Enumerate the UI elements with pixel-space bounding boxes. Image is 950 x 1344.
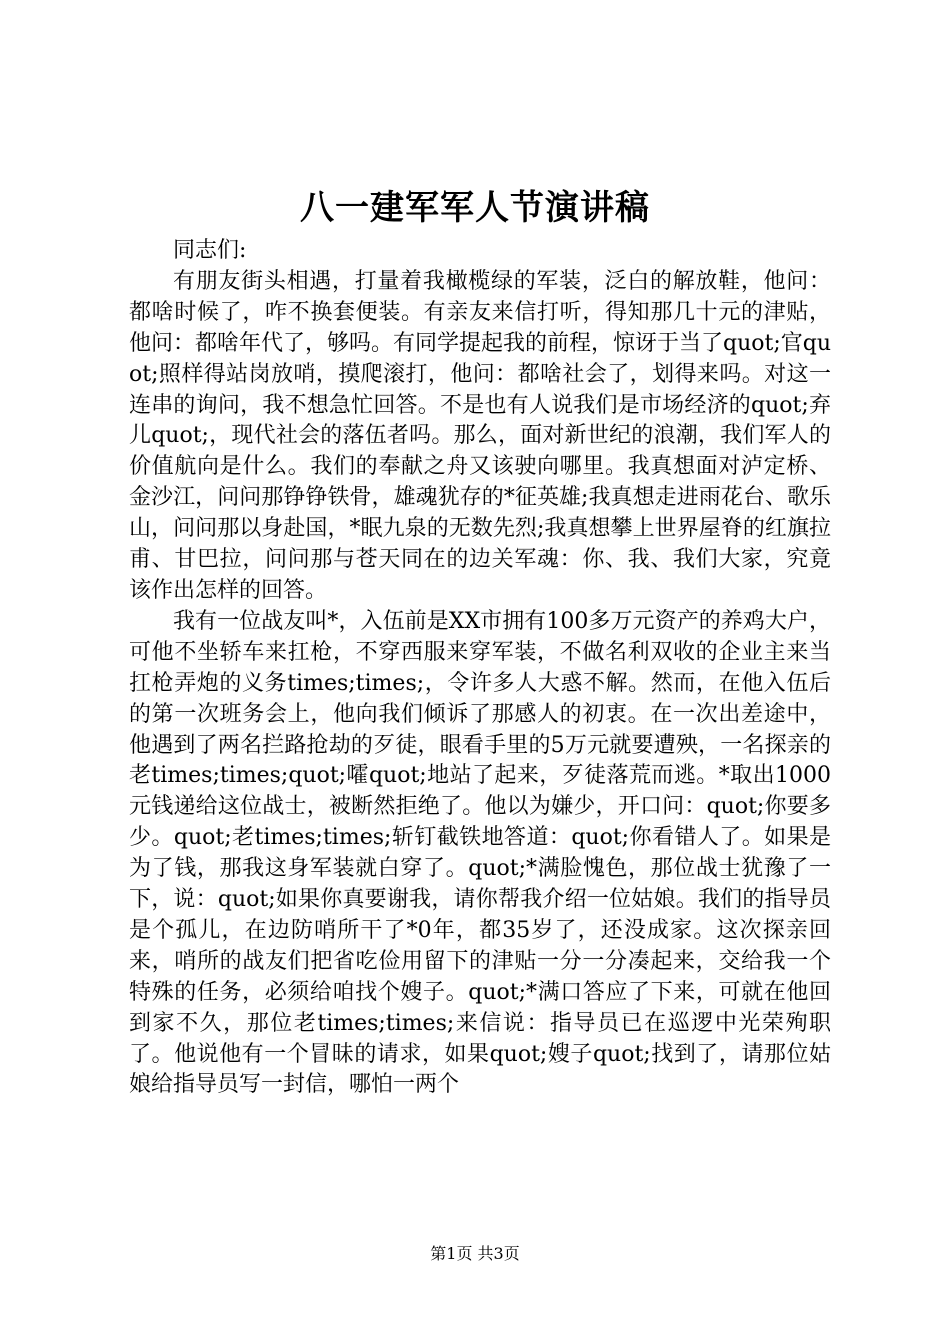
paragraph-1: 有朋友街头相遇，打量着我橄榄绿的军装，泛白的解放鞋，他问：都啥时候了，咋不换套便装。有亲友来信打听，得知那几十元的津贴，他问：都啥年代了，够吗。有同学提起我的前程，惊讶于当了quot;官quot;照样得站岗放哨，摸爬滚打，他问：都啥社会了，划得来吗。对这一连串的询问，我不想急忙回答。不是也有人说我们是市场经济的quot;弃儿quot;，现代社会的落伍者吗。那么，面对新世纪的浪潮，我们军人的价值航向是什么。我们的奉献之舟又该驶向哪里。我真想面对泸定桥、金沙江，问问那铮铮铁骨，雄魂犹存的*征英雄;我真想走进雨花台、歌乐山，问问那以身赴国，*眠九泉的无数先烈;我真想攀上世界屋脊的红旗拉甫、甘巴拉，问问那与苍天同在的边关军魂：你、我、我们大家，究竟该作出怎样的回答。 [129,268,832,603]
paragraph-2: 我有一位战友叫*，入伍前是XX市拥有100多万元资产的养鸡大户，可他不坐轿车来扛枪，不穿西服来穿军装，不做名利双收的企业主来当扛枪弄炮的义务times;times;，令许多人大惑不解。然而，在他入伍后的第一次班务会上，他向我们倾诉了那感人的初衷。在一次出差途中，他遇到了两名拦路抢劫的歹徒，眼看手里的5万元就要遭殃，一名探亲的老times;times;quot;嚯quot;地站了起来，歹徒落荒而逃。*取出1000元钱递给这位战士，被断然拒绝了。他以为嫌少，开口问：quot;你要多少。quot;老times;times;斩钉截铁地答道：quot;你看错人了。如果是为了钱，那我这身军装就白穿了。quot;*满脸愧色，那位战士犹豫了一下，说：quot;如果你真要谢我，请你帮我介绍一位姑娘。我们的指导员是个孤儿，在边防哨所干了*0年，都35岁了，还没成家。这次探亲回来，哨所的战友们把省吃俭用留下的津贴一分一分凑起来，交给我一个特殊的任务，必须给咱找个嫂子。quot;*满口答应了下来，可就在他回到家不久，那位老times;times;来信说：指导员已在巡逻中光荣殉职了。他说他有一个冒昧的请求，如果quot;嫂子quot;找到了，请那位姑娘给指导员写一封信，哪怕一两个 [129,608,831,1098]
document-title: 八一建军军人节演讲稿 [300,188,650,228]
greeting: 同志们: [173,238,247,263]
document-body [129,236,831,1101]
page-footer: 第1页 共3页 [430,1244,520,1263]
